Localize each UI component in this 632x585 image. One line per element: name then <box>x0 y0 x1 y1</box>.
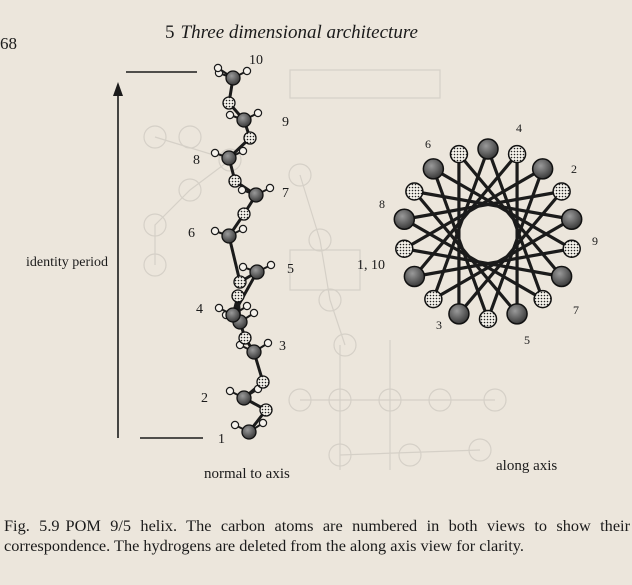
carbon-atom <box>249 188 263 202</box>
wheel-oxygen-atom <box>480 311 497 328</box>
wheel-carbon-atom <box>449 304 469 324</box>
carbon-atom <box>242 425 256 439</box>
oxygen-atom <box>260 404 272 416</box>
hydrogen-atom <box>226 387 233 394</box>
wheel-number-5: 5 <box>524 333 530 347</box>
wheel-oxygen-atom <box>563 240 580 257</box>
wheel-oxygen-atom <box>396 240 413 257</box>
atom-number-4: 4 <box>196 302 203 317</box>
wheel-oxygen-atom <box>425 291 442 308</box>
atom-number-1: 1 <box>218 432 225 447</box>
oxygen-atom <box>239 332 251 344</box>
hydrogen-atom <box>214 64 221 71</box>
oxygen-atom <box>223 97 235 109</box>
wheel-carbon-atom <box>394 209 414 229</box>
hydrogen-atom <box>254 109 261 116</box>
wheel-carbon-atom <box>404 267 424 287</box>
wheel-number-1-10: 1, 10 <box>357 258 385 273</box>
wheel-number-3: 3 <box>436 318 442 332</box>
along-axis-label: along axis <box>496 458 558 474</box>
hydrogen-atom <box>226 111 233 118</box>
chapter-number: 5 <box>165 22 175 43</box>
wheel-carbon-atom <box>562 209 582 229</box>
wheel-number-7: 7 <box>573 303 579 317</box>
figure-caption <box>4 516 630 556</box>
atom-number-8: 8 <box>193 153 200 168</box>
wheel-number-6: 6 <box>425 137 431 151</box>
atom-number-9: 9 <box>282 115 289 130</box>
hydrogen-atom <box>239 225 246 232</box>
oxygen-atom <box>234 276 246 288</box>
wheel-oxygen-atom <box>406 183 423 200</box>
wheel-oxygen-atom <box>534 291 551 308</box>
hydrogen-atom <box>239 263 246 270</box>
figure-label: Fig. 5.9 <box>4 516 60 535</box>
hydrogen-atom <box>267 261 274 268</box>
oxygen-atom <box>257 376 269 388</box>
hydrogen-atom <box>266 184 273 191</box>
atom-number-7: 7 <box>282 186 289 201</box>
carbon-atom <box>250 265 264 279</box>
wheel-number-4: 4 <box>516 121 522 135</box>
caption-text: POM 9/5 helix. The carbon atoms are numbered in both views to show their correspondence. The hydrogens are deleted from the along axis view for clarity. <box>4 516 630 555</box>
wheel-number-9: 9 <box>592 234 598 248</box>
hydrogen-atom <box>231 421 238 428</box>
hydrogen-atom <box>243 302 250 309</box>
carbon-atom <box>226 308 240 322</box>
carbon-atom <box>247 345 261 359</box>
hydrogen-atom <box>238 186 245 193</box>
carbon-atom <box>222 229 236 243</box>
wheel-atoms <box>394 139 581 328</box>
identity-period-label: identity period <box>26 255 109 270</box>
wheel-carbon-atom <box>552 267 572 287</box>
oxygen-atom <box>229 175 241 187</box>
wheel-oxygen-atom <box>553 183 570 200</box>
hydrogen-atom <box>264 339 271 346</box>
oxygen-atom <box>232 290 244 302</box>
oxygen-atom <box>238 208 250 220</box>
helix-backbone-atoms <box>222 71 272 439</box>
hydrogen-atom <box>215 304 222 311</box>
atom-number-2: 2 <box>201 391 208 406</box>
hydrogen-atom <box>239 147 246 154</box>
hydrogen-atom <box>211 149 218 156</box>
wheel-number-2: 2 <box>571 162 577 176</box>
carbon-atom <box>226 71 240 85</box>
wheel-carbon-atom <box>478 139 498 159</box>
wheel-carbon-atom <box>423 159 443 179</box>
page-number: 68 <box>0 34 17 53</box>
hydrogen-atom <box>250 309 257 316</box>
atom-number-5: 5 <box>287 262 294 277</box>
wheel-carbon-atom <box>533 159 553 179</box>
normal-to-axis-label: normal to axis <box>204 466 290 482</box>
atom-number-10: 10 <box>249 53 263 68</box>
wheel-oxygen-atom <box>509 146 526 163</box>
hydrogen-atom <box>259 419 266 426</box>
hydrogen-atom <box>211 227 218 234</box>
carbon-atom <box>237 391 251 405</box>
atom-number-6: 6 <box>188 226 195 241</box>
carbon-atom <box>237 113 251 127</box>
wheel-number-8: 8 <box>379 197 385 211</box>
atom-number-3: 3 <box>279 339 286 354</box>
wheel-oxygen-atom <box>450 146 467 163</box>
oxygen-atom <box>244 132 256 144</box>
carbon-atom <box>222 151 236 165</box>
chapter-title: Three dimensional architecture <box>180 22 418 43</box>
wheel-carbon-atom <box>507 304 527 324</box>
